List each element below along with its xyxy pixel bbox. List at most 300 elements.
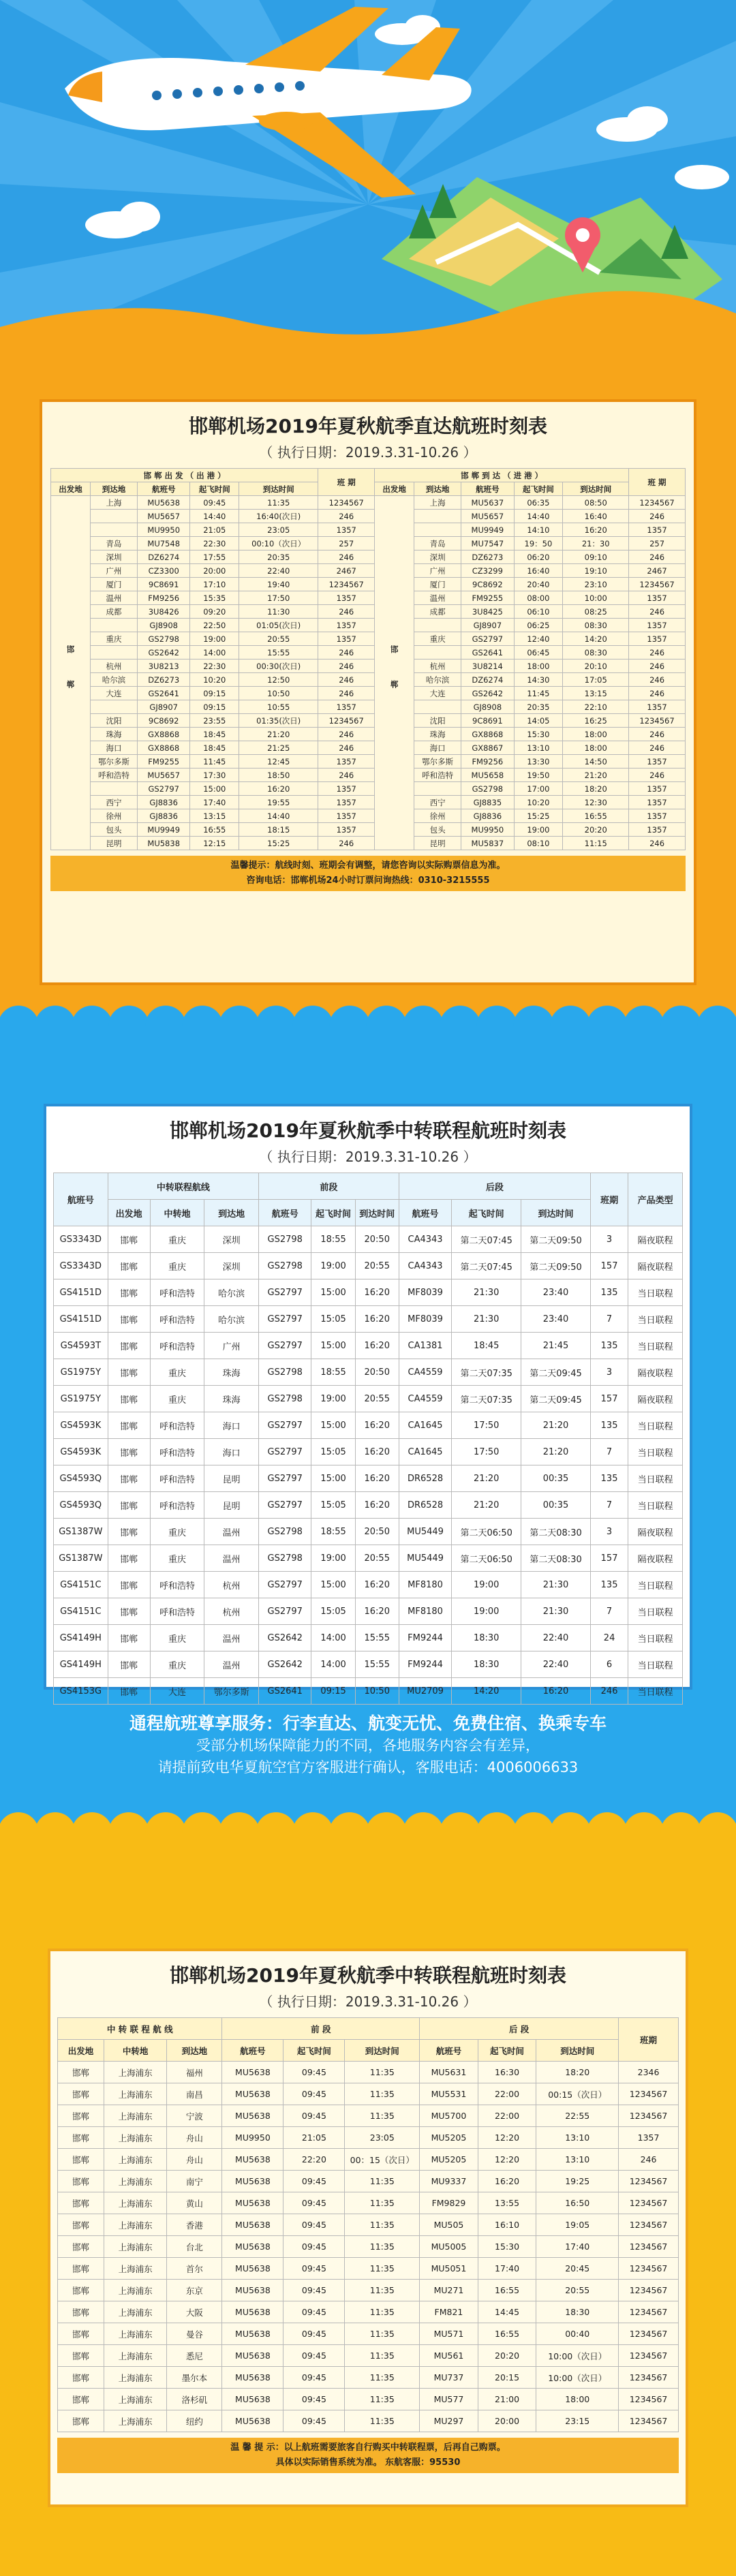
table-cell: 厦门	[414, 578, 461, 591]
table-cell: 21:20	[239, 728, 318, 741]
table-cell: 隔夜联程	[628, 1545, 683, 1572]
table-cell: 深圳	[414, 550, 461, 564]
table-cell: 08:00	[514, 591, 563, 605]
table-cell: 当日联程	[628, 1465, 683, 1492]
table-cell: 16:40(次日)	[239, 510, 318, 523]
table-cell	[91, 646, 138, 659]
table-cell: 邯郸	[108, 1465, 150, 1492]
notice-line: 温馨提示：航线时刻、班期会有调整，请您咨询以实际购票信息为准。	[230, 860, 506, 871]
table-cell: 第二天07:35	[452, 1386, 521, 1412]
table-cell: 上海浦东	[104, 2171, 167, 2192]
table-cell: 上海浦东	[104, 2389, 167, 2410]
table-cell: 1357	[629, 809, 686, 823]
table-cell: 22:50	[190, 619, 239, 632]
table-cell: 第二天09:50	[521, 1253, 591, 1279]
direct-table-body	[51, 496, 686, 850]
table-cell: 1234567	[619, 2083, 679, 2105]
table-cell: 上海	[414, 496, 461, 510]
table-cell: 17:30	[190, 769, 239, 782]
table-cell: GJ8907	[461, 619, 514, 632]
table-cell: 246	[629, 646, 686, 659]
table-cell: GS4151D	[54, 1306, 108, 1333]
table-cell: 13:15	[563, 687, 629, 700]
column-header: 航班号	[461, 482, 514, 496]
table-cell: 08:30	[563, 619, 629, 632]
column-header: 起飞时间	[283, 2040, 345, 2062]
table-cell: 16:20	[563, 523, 629, 537]
table-cell: 09:45	[283, 2105, 345, 2127]
table-cell: 11:35	[345, 2280, 420, 2301]
direct-timetable-card	[40, 399, 696, 985]
table-cell: 246	[318, 659, 375, 673]
table-cell: 沈阳	[414, 714, 461, 728]
table-cell: 当日联程	[628, 1412, 683, 1439]
table-cell: 135	[590, 1333, 628, 1359]
table-cell: 邯郸	[58, 2323, 104, 2345]
table-cell: 246	[629, 687, 686, 700]
table-cell: 1234567	[619, 2214, 679, 2236]
table-row	[54, 1625, 683, 1651]
hero-section	[0, 0, 736, 1022]
table-row	[54, 1545, 683, 1572]
table-cell: 11:45	[514, 687, 563, 700]
table-cell: MU5631	[420, 2062, 478, 2083]
table-cell: 1357	[318, 591, 375, 605]
table-cell: MU5638	[222, 2083, 283, 2105]
table-cell: GJ8835	[461, 796, 514, 809]
table-cell: 20:45	[536, 2258, 619, 2280]
table-cell	[414, 510, 461, 523]
table-cell: MU5205	[420, 2127, 478, 2149]
table-row	[54, 1333, 683, 1359]
table-cell: 16:20	[355, 1306, 399, 1333]
table-cell: 上海	[91, 496, 138, 510]
table-cell: FM9244	[399, 1625, 451, 1651]
table-cell: 16:40	[514, 564, 563, 578]
table-cell: 杭州	[204, 1572, 259, 1598]
table-cell: 19:05	[536, 2214, 619, 2236]
table-cell: GS4151C	[54, 1572, 108, 1598]
departure-city: 邯 郸	[51, 496, 91, 850]
table-cell: 11:35	[345, 2323, 420, 2345]
column-header: 到达地	[204, 1200, 259, 1226]
table-cell: 呼和浩特	[91, 769, 138, 782]
table-cell: 11:30	[239, 605, 318, 619]
table-cell: 当日联程	[628, 1333, 683, 1359]
table-row	[51, 605, 686, 619]
table-cell: 邯郸	[108, 1678, 150, 1705]
table-cell: GS2797	[259, 1306, 311, 1333]
column-header: 航班号	[420, 2040, 478, 2062]
table-cell: 隔夜联程	[628, 1226, 683, 1253]
table-cell: 16:20	[355, 1572, 399, 1598]
table-cell: 14:00	[190, 646, 239, 659]
table-cell: GS1387W	[54, 1545, 108, 1572]
table-cell: 18:00	[563, 741, 629, 755]
column-header: 班期	[590, 1173, 628, 1226]
table-cell: 呼和浩特	[414, 769, 461, 782]
table-cell: 00:30(次日)	[239, 659, 318, 673]
table-cell: 09:45	[283, 2258, 345, 2280]
table-cell: MU561	[420, 2345, 478, 2367]
table-cell: CZ3299	[461, 564, 514, 578]
table-cell: 18:00	[563, 728, 629, 741]
table-cell: DZ6274	[138, 550, 190, 564]
table-row	[51, 496, 686, 510]
table-cell: GS2797	[259, 1333, 311, 1359]
table-cell: 21:30	[452, 1306, 521, 1333]
table-row	[58, 2345, 679, 2367]
table-cell: GS2797	[259, 1439, 311, 1465]
table-cell: 21:00	[478, 2389, 536, 2410]
table-cell: 21:20	[452, 1492, 521, 1519]
table-cell	[91, 510, 138, 523]
table-cell: GS2797	[259, 1465, 311, 1492]
table-cell: 10:00（次日）	[536, 2345, 619, 2367]
table-cell: 16:55	[478, 2280, 536, 2301]
table-cell: 23:15	[536, 2410, 619, 2432]
table-cell: 11:45	[190, 755, 239, 769]
table-cell: 11:35	[239, 496, 318, 510]
table-row	[51, 537, 686, 550]
table-cell: 邯郸	[108, 1253, 150, 1279]
table-cell: 19:55	[239, 796, 318, 809]
table-row	[54, 1651, 683, 1678]
table-cell: 10:20	[190, 673, 239, 687]
table-cell: 21:20	[452, 1465, 521, 1492]
transfer2-section	[0, 1840, 736, 2576]
table-cell: 18:50	[239, 769, 318, 782]
column-header: 到达时间	[239, 482, 318, 496]
table-cell: 06:45	[514, 646, 563, 659]
table-cell: 20:40	[514, 578, 563, 591]
table-cell: 16:20	[239, 782, 318, 796]
table-cell: 22:40	[521, 1651, 591, 1678]
table-cell	[414, 523, 461, 537]
table-cell	[91, 700, 138, 714]
table-cell: 08:30	[563, 646, 629, 659]
table-row	[54, 1226, 683, 1253]
table-cell: 20:35	[239, 550, 318, 564]
table-row	[51, 673, 686, 687]
table-cell: 16:40	[563, 510, 629, 523]
table-cell: 台北	[167, 2236, 222, 2258]
table-cell: 15:55	[355, 1651, 399, 1678]
table-cell: 呼和浩特	[150, 1412, 204, 1439]
column-header: 起飞时间	[478, 2040, 536, 2062]
table-cell: 11:15	[563, 837, 629, 850]
column-header: 起飞时间	[190, 482, 239, 496]
table-cell: GS2642	[259, 1625, 311, 1651]
table-cell: 18:30	[452, 1651, 521, 1678]
table-cell: 21:30	[521, 1572, 591, 1598]
table-cell: GS4593Q	[54, 1465, 108, 1492]
table-cell: 邯郸	[58, 2105, 104, 2127]
column-header: 航班号	[138, 482, 190, 496]
table-cell: 19:00	[311, 1253, 355, 1279]
table-row	[54, 1386, 683, 1412]
arrival-city: 邯 郸	[375, 496, 414, 850]
table-cell: MU737	[420, 2367, 478, 2389]
table-cell: MU9337	[420, 2171, 478, 2192]
table-cell: 邯郸	[108, 1519, 150, 1545]
table-cell: 15:35	[190, 591, 239, 605]
table-cell: 19:00	[311, 1386, 355, 1412]
table-cell: 温州	[414, 591, 461, 605]
table-row	[51, 796, 686, 809]
table-cell: 14:20	[452, 1678, 521, 1705]
table-cell: 09:10	[563, 550, 629, 564]
table-cell: 1234567	[619, 2367, 679, 2389]
table-cell: 15:30	[514, 728, 563, 741]
table-cell: CA4559	[399, 1386, 451, 1412]
column-header: 起飞时间	[452, 1200, 521, 1226]
column-header: 到达地	[167, 2040, 222, 2062]
table-cell: MU5657	[138, 510, 190, 523]
table-cell: 邯郸	[58, 2062, 104, 2083]
table-cell: MU5005	[420, 2236, 478, 2258]
table-cell: 09:15	[190, 700, 239, 714]
table-cell: 14:40	[514, 510, 563, 523]
table-cell: 邯郸	[108, 1333, 150, 1359]
service-headline: 通程航班尊享服务：行李直达、航变无忧、免费住宿、换乘专车	[129, 1713, 607, 1733]
table-cell: 246	[629, 728, 686, 741]
table-cell: 1357	[629, 523, 686, 537]
table-cell: 1357	[318, 700, 375, 714]
table-row	[51, 714, 686, 728]
table-cell: 徐州	[91, 809, 138, 823]
table-cell: MU5638	[222, 2345, 283, 2367]
table-cell	[91, 782, 138, 796]
table-cell: 20:50	[355, 1519, 399, 1545]
table-cell: 1234567	[629, 496, 686, 510]
second-leg-header: 后段	[399, 1173, 590, 1200]
table-row	[58, 2105, 679, 2127]
table-cell: 246	[629, 837, 686, 850]
table-cell: 当日联程	[628, 1279, 683, 1306]
table-cell: GJ8836	[138, 796, 190, 809]
table-cell: MU297	[420, 2410, 478, 2432]
direct-notice	[50, 856, 686, 891]
second-leg-header: 后 段	[420, 2018, 619, 2040]
table-cell: 21:30	[521, 1598, 591, 1625]
table-row	[54, 1598, 683, 1625]
table-cell: 01:05(次日)	[239, 619, 318, 632]
table-cell: 1357	[629, 619, 686, 632]
table-cell: 11:35	[345, 2410, 420, 2432]
table-cell: 隔夜联程	[628, 1519, 683, 1545]
table-cell: 邯郸	[58, 2345, 104, 2367]
table-row	[58, 2127, 679, 2149]
table-cell: 1357	[318, 823, 375, 837]
table-cell: GS2798	[259, 1519, 311, 1545]
table-cell: 11:35	[345, 2389, 420, 2410]
table-row	[51, 564, 686, 578]
table-cell: 黄山	[167, 2192, 222, 2214]
table-cell: MU9949	[138, 823, 190, 837]
table-cell: 第二天06:50	[452, 1519, 521, 1545]
table-cell: DZ6273	[461, 550, 514, 564]
table-cell: GS2797	[461, 632, 514, 646]
table-cell: GX8868	[138, 741, 190, 755]
table-cell: 20:10	[563, 659, 629, 673]
table-cell: MU7548	[138, 537, 190, 550]
table-cell: CA4559	[399, 1359, 451, 1386]
table-cell: 246	[590, 1678, 628, 1705]
table-cell: 上海浦东	[104, 2236, 167, 2258]
table-cell: 22:30	[190, 537, 239, 550]
transfer-date-range: （ 执行日期：2019.3.31-10.26 ）	[259, 1149, 477, 1165]
table-cell: 09:45	[283, 2301, 345, 2323]
table-cell: 南昌	[167, 2083, 222, 2105]
table-cell: MU571	[420, 2323, 478, 2345]
table-cell: 邯郸	[108, 1598, 150, 1625]
table-cell: 邯郸	[58, 2258, 104, 2280]
table-cell: 重庆	[150, 1386, 204, 1412]
table-cell: 19:00	[190, 632, 239, 646]
table-cell: 246	[318, 510, 375, 523]
table-cell: 18:55	[311, 1226, 355, 1253]
table-cell: 昆明	[414, 837, 461, 850]
direct-table	[50, 468, 686, 850]
table-cell: MU9950	[138, 523, 190, 537]
table-cell: 09:45	[283, 2410, 345, 2432]
table-cell: 17:40	[536, 2236, 619, 2258]
table-row	[58, 2149, 679, 2171]
table-cell: 10:00（次日）	[536, 2367, 619, 2389]
table-cell: 00:10（次日）	[239, 537, 318, 550]
table-cell: 隔夜联程	[628, 1386, 683, 1412]
table-cell: 11:35	[345, 2105, 420, 2127]
table-row	[58, 2192, 679, 2214]
table-cell: 12:45	[239, 755, 318, 769]
table-cell: 哈尔滨	[204, 1279, 259, 1306]
table-row	[51, 591, 686, 605]
table-cell: 17:05	[563, 673, 629, 687]
table-row	[51, 769, 686, 782]
table-cell: 重庆	[150, 1359, 204, 1386]
table-cell: 邯郸	[108, 1279, 150, 1306]
table-cell: 上海浦东	[104, 2323, 167, 2345]
table-cell: 3	[590, 1519, 628, 1545]
table-cell: MU5658	[461, 769, 514, 782]
table-cell: 3	[590, 1226, 628, 1253]
table-cell: 09:45	[283, 2171, 345, 2192]
table-cell: DR6528	[399, 1492, 451, 1519]
transfer2-table-body	[58, 2062, 679, 2432]
table-cell: 呼和浩特	[150, 1333, 204, 1359]
table-row	[51, 687, 686, 700]
table-cell: 10:20	[514, 796, 563, 809]
table-cell: 00：15（次日）	[345, 2149, 420, 2171]
table-cell: MU5638	[222, 2367, 283, 2389]
table-cell: 246	[318, 605, 375, 619]
table-cell: 15:05	[311, 1492, 355, 1519]
table-cell: CZ3300	[138, 564, 190, 578]
table-cell: 邯郸	[108, 1545, 150, 1572]
table-cell: GX8868	[138, 728, 190, 741]
table-cell: 舟山	[167, 2127, 222, 2149]
table-cell: 19:00	[452, 1572, 521, 1598]
column-header: 到达时间	[536, 2040, 619, 2062]
table-cell: 16:20	[355, 1439, 399, 1465]
table-cell: 15:05	[311, 1306, 355, 1333]
column-header: 产品类型	[628, 1173, 683, 1226]
column-header: 到达地	[91, 482, 138, 496]
table-cell: GS2798	[259, 1386, 311, 1412]
table-cell: 邯郸	[58, 2280, 104, 2301]
table-cell: 157	[590, 1253, 628, 1279]
table-cell: GJ8836	[461, 809, 514, 823]
table-cell: 18:30	[536, 2301, 619, 2323]
table-cell: 15:05	[311, 1439, 355, 1465]
table-cell: 13:10	[514, 741, 563, 755]
table-cell: 246	[629, 510, 686, 523]
table-cell: 246	[629, 673, 686, 687]
table-cell: 15:25	[239, 837, 318, 850]
table-cell: 00:35	[521, 1465, 591, 1492]
column-header: 中转地	[150, 1200, 204, 1226]
table-cell: 1234567	[619, 2389, 679, 2410]
table-cell: GS1975Y	[54, 1386, 108, 1412]
table-cell: 重庆	[150, 1651, 204, 1678]
table-cell: 17:55	[190, 550, 239, 564]
table-cell: 1234567	[619, 2280, 679, 2301]
table-cell: GJ8908	[461, 700, 514, 714]
table-cell: 哈尔滨	[414, 673, 461, 687]
column-header: 到达地	[414, 482, 461, 496]
table-cell: 09:15	[190, 687, 239, 700]
table-cell: 呼和浩特	[150, 1439, 204, 1465]
table-cell: 19:00	[311, 1545, 355, 1572]
table-cell: 14:00	[311, 1625, 355, 1651]
table-cell: 西宁	[91, 796, 138, 809]
table-cell: GS2797	[259, 1572, 311, 1598]
frequency-header: 班 期	[629, 469, 686, 496]
table-cell: 15:00	[311, 1333, 355, 1359]
table-cell: MF8180	[399, 1598, 451, 1625]
transfer-timetable-card	[44, 1104, 692, 1698]
table-cell: 11:35	[345, 2083, 420, 2105]
table-cell: CA1381	[399, 1333, 451, 1359]
table-cell: 鄂尔多斯	[414, 755, 461, 769]
table-cell: 邯郸	[108, 1226, 150, 1253]
table-cell: 09:45	[283, 2367, 345, 2389]
table-cell: 1357	[629, 823, 686, 837]
table-row	[54, 1519, 683, 1545]
table-cell: 15:30	[478, 2236, 536, 2258]
table-cell: 珠海	[414, 728, 461, 741]
table-cell: 邯郸	[108, 1572, 150, 1598]
table-cell: 20:55	[536, 2280, 619, 2301]
table-cell: 22:00	[478, 2105, 536, 2127]
table-cell: MU5449	[399, 1519, 451, 1545]
table-cell: 重庆	[91, 632, 138, 646]
table-cell: 14:05	[514, 714, 563, 728]
table-cell: 14:45	[478, 2301, 536, 2323]
table-cell: 09:45	[283, 2083, 345, 2105]
table-cell: 邯郸	[58, 2301, 104, 2323]
table-cell: MU5637	[461, 496, 514, 510]
table-cell: GS4149H	[54, 1625, 108, 1651]
table-cell: GS2642	[259, 1651, 311, 1678]
table-cell: MU5638	[222, 2236, 283, 2258]
table-cell: 246	[318, 550, 375, 564]
table-cell: 22:40	[521, 1625, 591, 1651]
table-cell: 19:00	[452, 1598, 521, 1625]
table-cell: 上海浦东	[104, 2149, 167, 2171]
transfer2-date-range: （ 执行日期：2019.3.31-10.26 ）	[259, 1993, 477, 2010]
